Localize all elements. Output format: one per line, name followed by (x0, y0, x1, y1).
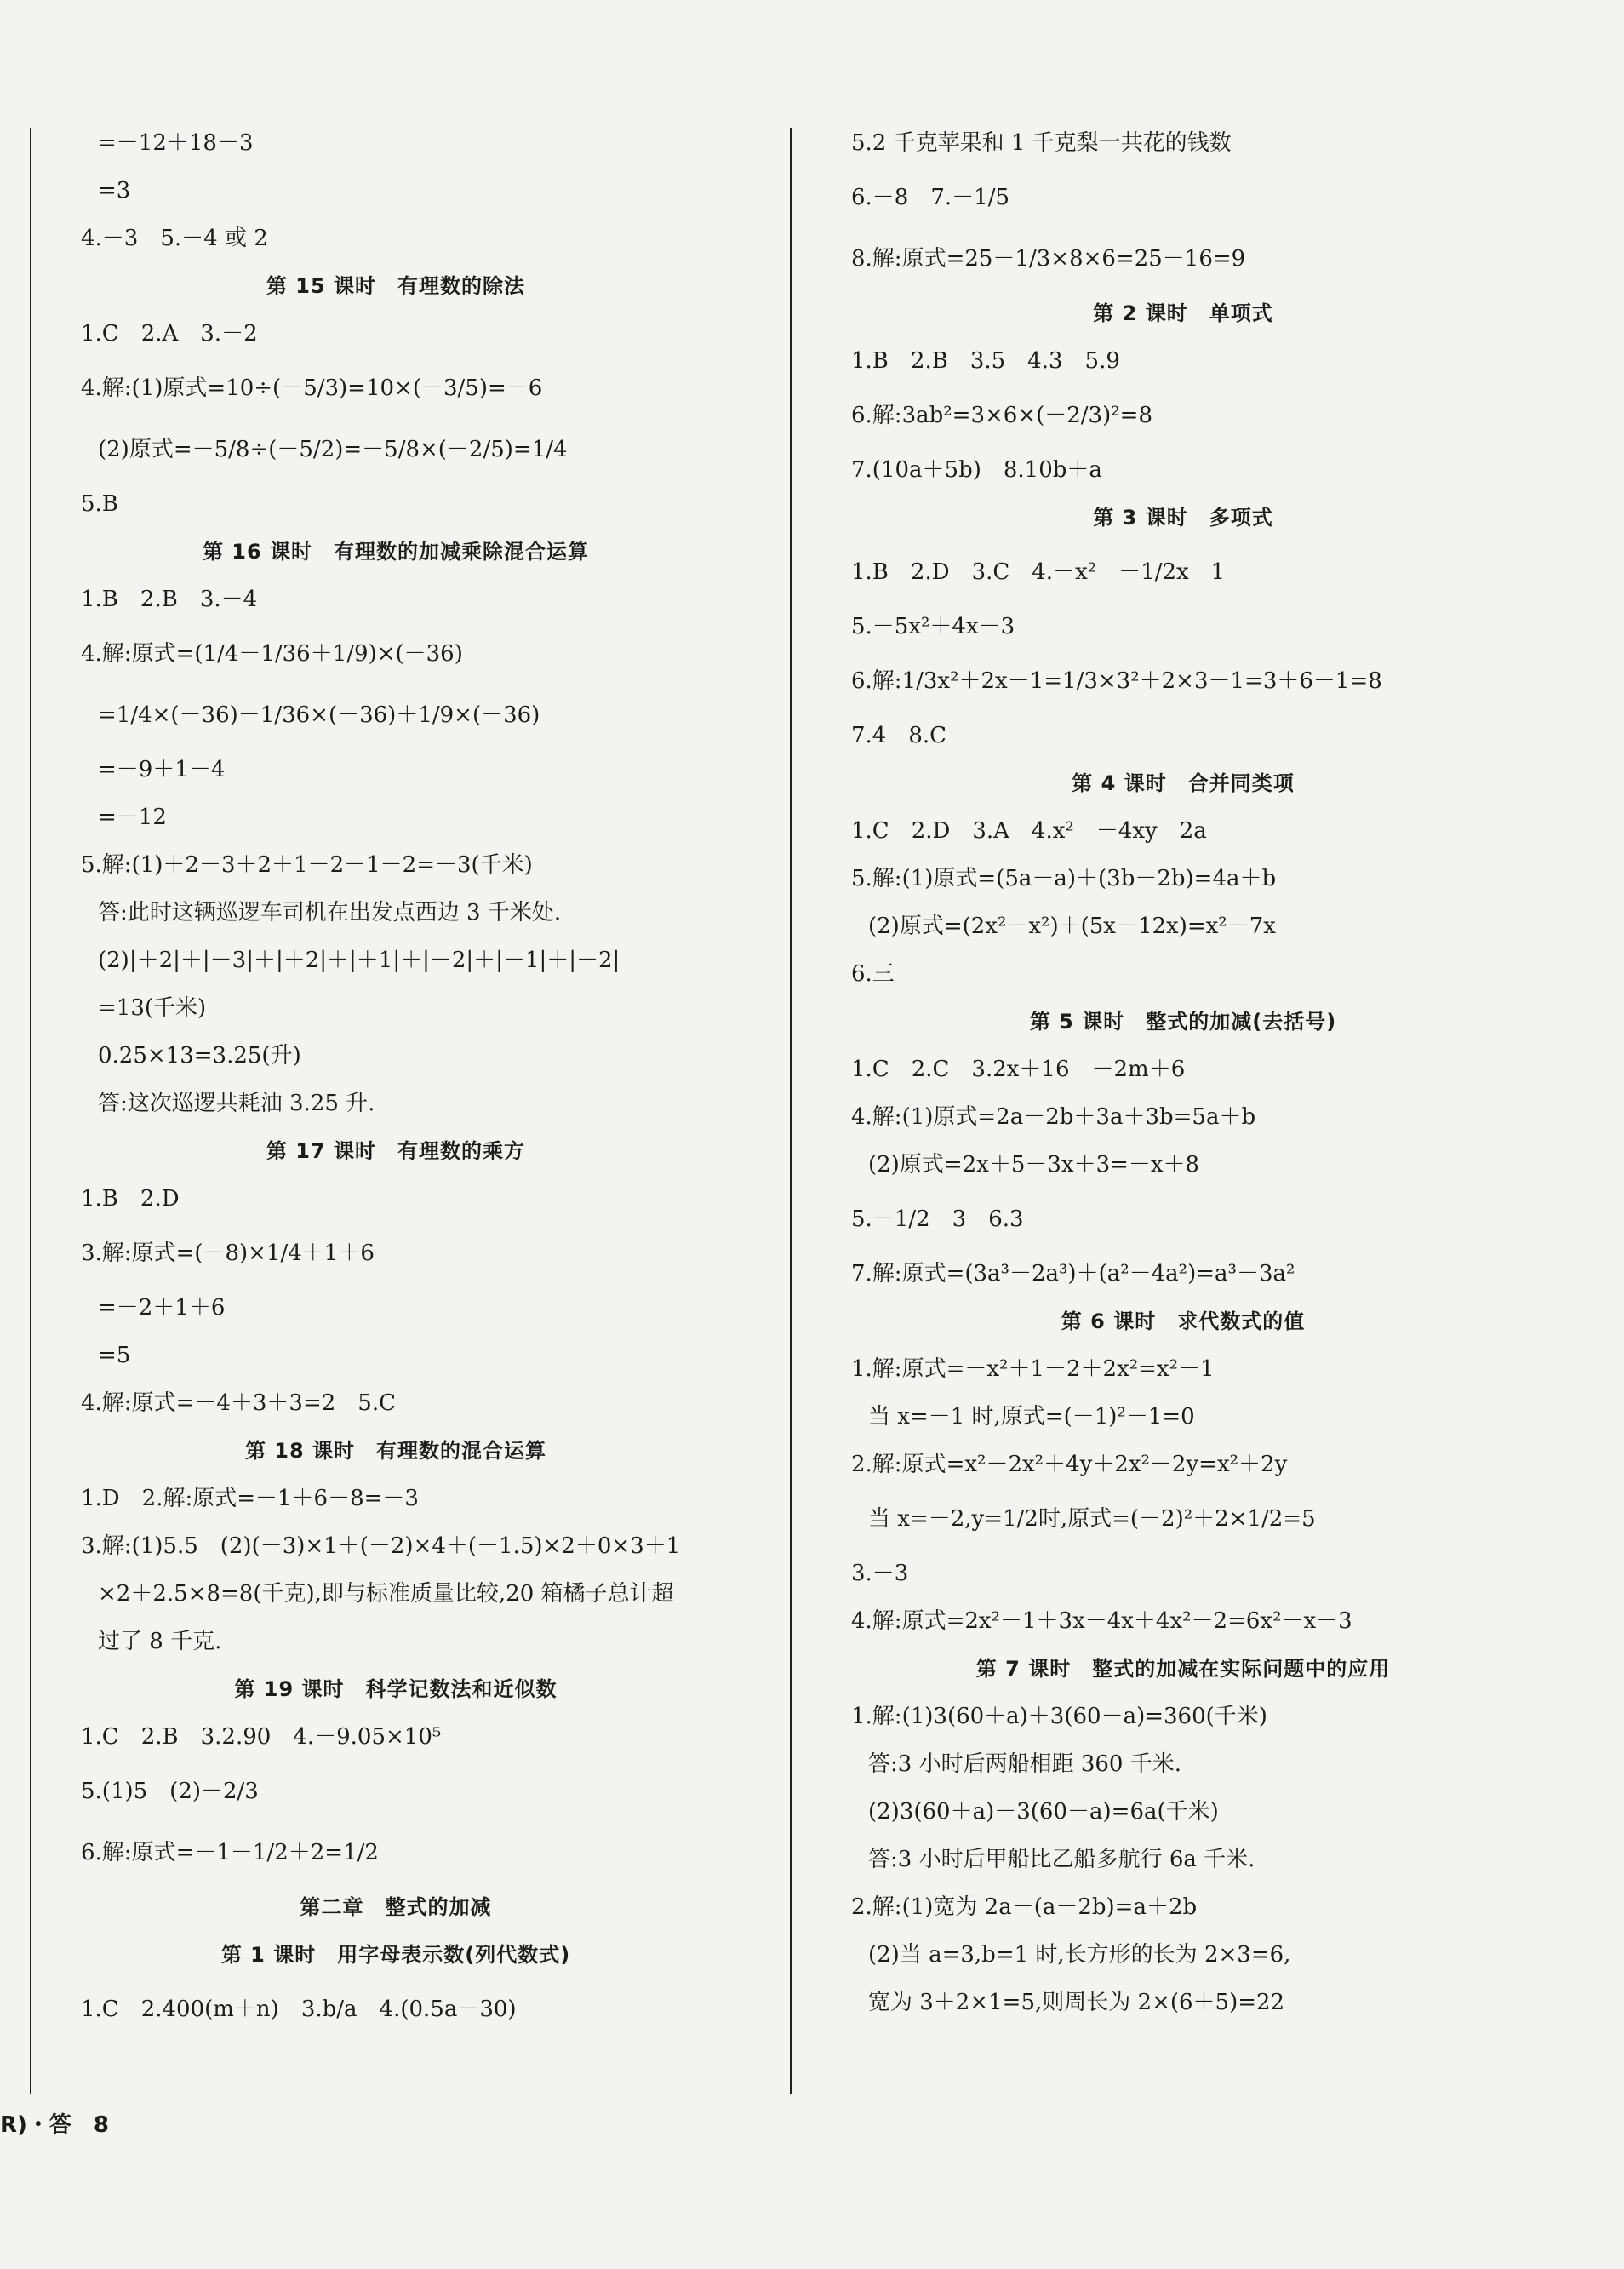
section-heading: 第 15 课时 有理数的除法 (266, 274, 526, 298)
section-heading: 第 17 课时 有理数的乘方 (266, 1139, 526, 1163)
answer-line: =－2＋1＋6 (98, 1295, 226, 1321)
answer-line: 1.D 2.解:原式=－1＋6－8=－3 (81, 1486, 419, 1511)
answer-line: 7.4 8.C (851, 723, 947, 748)
answer-line: 答:3 小时后两船相距 360 千米. (868, 1751, 1181, 1777)
answer-line: (2)原式=(2x²－x²)＋(5x－12x)=x²－7x (868, 914, 1276, 939)
answer-line: 6.解:原式=－1－1/2＋2=1/2 (81, 1840, 379, 1865)
center-column-rule (790, 128, 792, 2094)
section-heading: 第 2 课时 单项式 (1093, 301, 1273, 325)
section-heading: 第 3 课时 多项式 (1093, 506, 1273, 530)
answer-line: 1.C 2.B 3.2.90 4.－9.05×10⁵ (81, 1724, 442, 1750)
section-heading: 第 18 课时 有理数的混合运算 (244, 1439, 547, 1463)
answer-line: =5 (98, 1343, 131, 1368)
answer-line: 过了 8 千克. (98, 1629, 222, 1654)
answer-line: 1.C 2.400(m＋n) 3.b/a 4.(0.5a－30) (81, 1997, 517, 2022)
answer-line: 6.－8 7.－1/5 (851, 185, 1009, 210)
answer-line: 1.解:原式=－x²＋1－2＋2x²=x²－1 (851, 1356, 1215, 1382)
answer-line: 4.－3 5.－4 或 2 (81, 226, 268, 251)
answer-line: 4.解:(1)原式=2a－2b＋3a＋3b=5a＋b (851, 1104, 1256, 1130)
answer-line: 答:3 小时后甲船比乙船多航行 6a 千米. (868, 1847, 1255, 1872)
answer-line: 1.C 2.C 3.2x＋16 －2m＋6 (851, 1057, 1186, 1082)
page-footer: R)・答 8 (0, 2112, 109, 2138)
answer-line: 5.解:(1)＋2－3＋2＋1－2－1－2=－3(千米) (81, 852, 533, 878)
answer-line: =－9＋1－4 (98, 757, 226, 782)
section-heading: 第 7 课时 整式的加减在实际问题中的应用 (975, 1657, 1391, 1681)
answer-line: (2)原式=－5/8÷(－5/2)=－5/8×(－2/5)=1/4 (98, 437, 568, 462)
answer-line: 1.B 2.D (81, 1186, 180, 1212)
answer-line: (2)|＋2|＋|－3|＋|＋2|＋|＋1|＋|－2|＋|－1|＋|－2| (98, 948, 620, 973)
answer-line: 2.解:(1)宽为 2a－(a－2b)=a＋2b (851, 1894, 1198, 1920)
answer-line: ×2＋2.5×8=8(千克),即与标准质量比较,20 箱橘子总计超 (98, 1581, 674, 1607)
answer-line: 6.解:3ab²=3×6×(－2/3)²=8 (851, 403, 1152, 428)
section-heading: 第 5 课时 整式的加减(去括号) (1029, 1010, 1337, 1034)
section-heading: 第 16 课时 有理数的加减乘除混合运算 (202, 540, 590, 564)
answer-line: 当 x=－1 时,原式=(－1)²－1=0 (868, 1404, 1195, 1430)
answer-line: =3 (98, 178, 131, 203)
answer-line: 5.(1)5 (2)－2/3 (81, 1779, 259, 1804)
answer-line: 5.2 千克苹果和 1 千克梨一共花的钱数 (851, 130, 1232, 156)
answer-line: 答:这次巡逻共耗油 3.25 升. (98, 1091, 375, 1116)
answer-line: 4.解:(1)原式=10÷(－5/3)=10×(－3/5)=－6 (81, 375, 543, 401)
answer-line: 1.C 2.D 3.A 4.x² －4xy 2a (851, 818, 1207, 844)
left-column (81, 119, 711, 2040)
answer-line: 5.解:(1)原式=(5a－a)＋(3b－2b)=4a＋b (851, 866, 1277, 891)
section-heading: 第二章 整式的加减 (300, 1895, 492, 1919)
answer-line: 3.解:原式=(－8)×1/4＋1＋6 (81, 1241, 375, 1266)
answer-line: 4.解:原式=－4＋3＋3=2 5.C (81, 1390, 397, 1416)
answer-line: 6.解:1/3x²＋2x－1=1/3×3²＋2×3－1=3＋6－1=8 (851, 668, 1382, 694)
answer-line: 1.解:(1)3(60＋a)＋3(60－a)=360(千米) (851, 1704, 1267, 1729)
answer-line: =－12＋18－3 (98, 130, 254, 156)
answer-line: (2)原式=2x＋5－3x＋3=－x＋8 (868, 1152, 1200, 1177)
answer-line: 4.解:原式=(1/4－1/36＋1/9)×(－36) (81, 641, 463, 667)
section-heading: 第 1 课时 用字母表示数(列代数式) (220, 1943, 571, 1967)
answer-line: 3.－3 (851, 1561, 909, 1586)
answer-line: 0.25×13=3.25(升) (98, 1043, 301, 1069)
answer-line: 5.－1/2 3 6.3 (851, 1206, 1024, 1232)
answer-line: 2.解:原式=x²－2x²＋4y＋2x²－2y=x²＋2y (851, 1452, 1288, 1477)
left-column-rule (30, 128, 31, 2094)
answer-line: 5.－5x²＋4x－3 (851, 614, 1015, 639)
answer-line: 3.解:(1)5.5 (2)(－3)×1＋(－2)×4＋(－1.5)×2＋0×3＋1 (81, 1533, 681, 1559)
section-heading: 第 19 课时 科学记数法和近似数 (234, 1677, 558, 1701)
answer-line: =－12 (98, 805, 167, 830)
answer-line: 1.B 2.D 3.C 4.－x² －1/2x 1 (851, 559, 1226, 585)
answer-line: 答:此时这辆巡逻车司机在出发点西边 3 千米处. (98, 900, 562, 925)
answer-line: 当 x=－2,y=1/2时,原式=(－2)²＋2×1/2=5 (868, 1506, 1316, 1532)
answer-line: 7.(10a＋5b) 8.10b＋a (851, 457, 1102, 483)
answer-line: =13(千米) (98, 995, 207, 1021)
answer-line: 1.C 2.A 3.－2 (81, 321, 258, 347)
answer-line: 4.解:原式=2x²－1＋3x－4x＋4x²－2=6x²－x－3 (851, 1608, 1352, 1634)
answer-line: =1/4×(－36)－1/36×(－36)＋1/9×(－36) (98, 702, 540, 728)
section-heading: 第 4 课时 合并同类项 (1072, 771, 1295, 795)
answer-line: (2)3(60＋a)－3(60－a)=6a(千米) (868, 1799, 1219, 1825)
answer-line: 7.解:原式=(3a³－2a³)＋(a²－4a²)=a³－3a² (851, 1261, 1295, 1286)
answer-line: 5.B (81, 491, 118, 517)
right-column (851, 119, 1515, 2026)
answer-line: 1.B 2.B 3.－4 (81, 587, 258, 612)
answer-line: (2)当 a=3,b=1 时,长方形的长为 2×3=6, (868, 1942, 1291, 1968)
section-heading: 第 6 课时 求代数式的值 (1061, 1309, 1306, 1333)
answer-line: 1.B 2.B 3.5 4.3 5.9 (851, 348, 1120, 374)
answer-line: 8.解:原式=25－1/3×8×6=25－16=9 (851, 246, 1246, 272)
answer-line: 宽为 3＋2×1=5,则周长为 2×(6＋5)=22 (868, 1990, 1285, 2015)
answer-line: 6.三 (851, 961, 895, 987)
